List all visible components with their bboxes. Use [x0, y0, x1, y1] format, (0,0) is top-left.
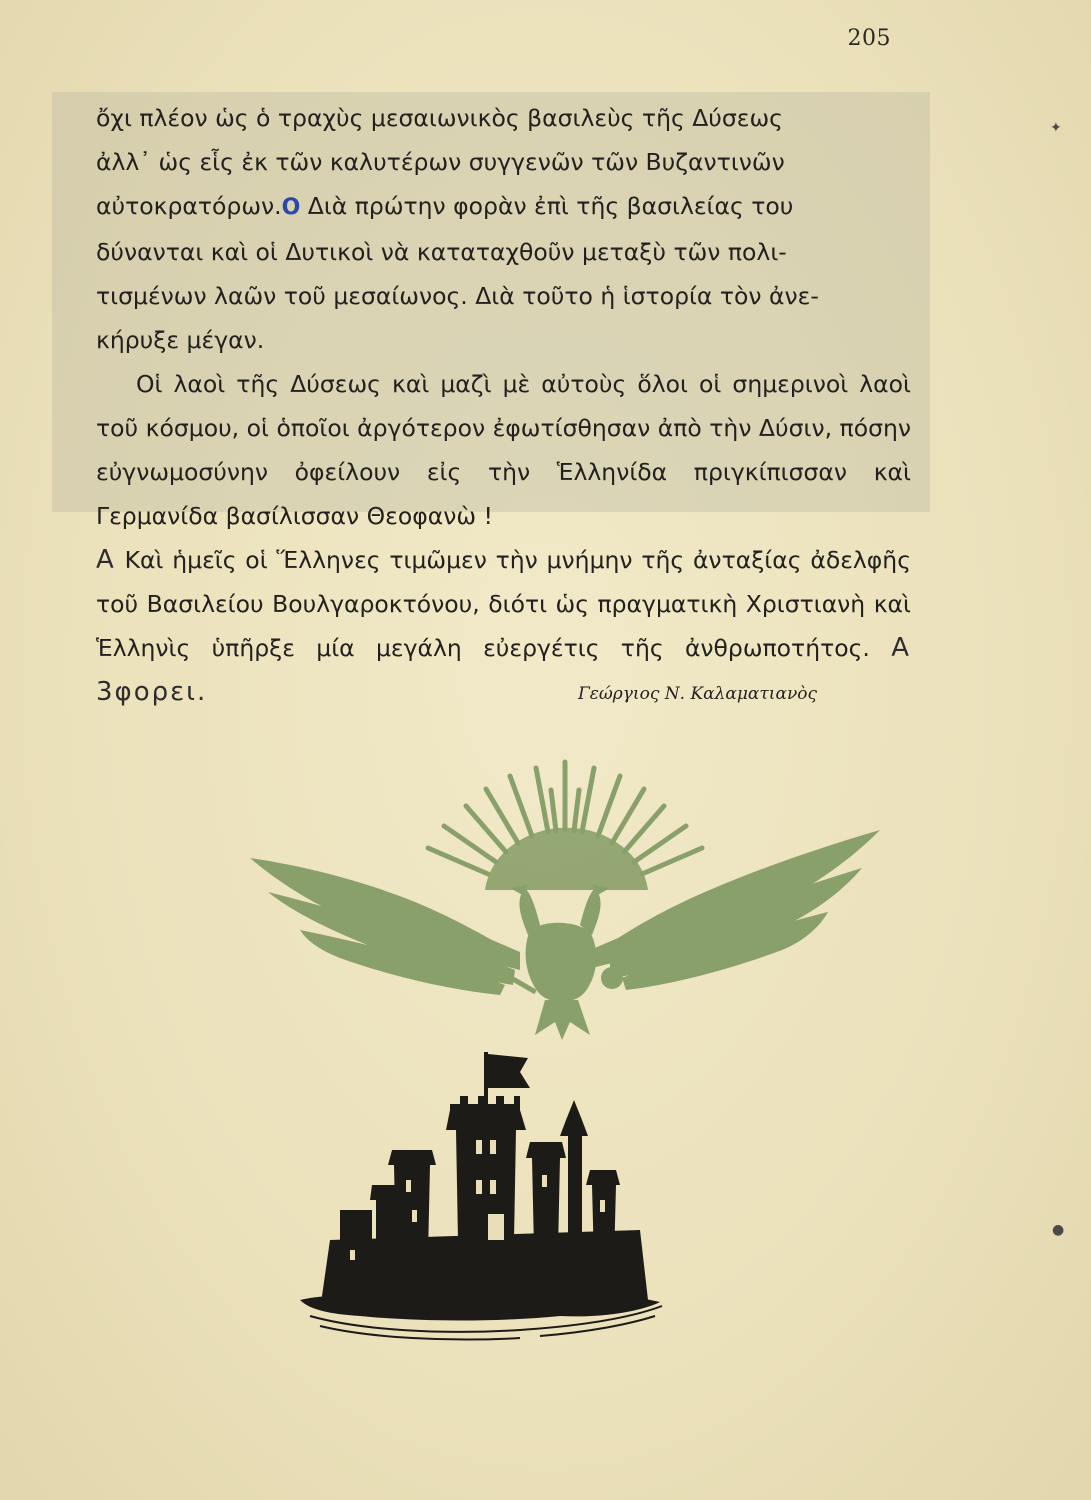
line-3b: Διὰ πρώτην φορὰν ἐπὶ τῆς βασιλείας του	[307, 192, 794, 220]
line-2: ἀλλ᾽ ὡς εἷς ἐκ τῶν καλυτέρων συγγενῶν τῶν Βυζαντινῶν	[96, 148, 785, 176]
sun-disc	[485, 828, 648, 890]
author-signature: Γεώργιος Ν. Καλαματιανὸς	[578, 684, 818, 704]
line-4: δύνανται καὶ οἱ Δυτικοὶ νὰ καταταχθοῦν μεταξὺ τῶν πολι-	[96, 238, 787, 266]
speck: ✦	[1050, 120, 1062, 136]
paragraph-2: Οἱ λαοὶ τῆς Δύσεως καὶ μαζὶ μὲ αὐτοὺς ὅλοι οἱ σημερινοὶ λαοὶ τοῦ κόσμου, οἱ ὁποῖοι ἀργότερον ἐφωτίσθησαν ἀπὸ τὴν Δύσιν, πόσην εὐγνωμοσύνην ὀφείλουν εἰς τὴν Ἑλληνίδα πριγκίπισσαν καὶ Γερμανίδα βασίλισσαν Θεοφανὼ !	[96, 370, 911, 530]
line-3a: αὐτοκρατόρων.	[96, 192, 282, 220]
line-5: τισμένων λαῶν τοῦ μεσαίωνος. Διὰ τοῦτο ἡ ἱστορία τὸν ἀνε-	[96, 282, 819, 310]
paragraph-3-text: Καὶ ἡμεῖς οἱ Ἕλληνες τιμῶμεν τὴν μνήμην τῆς ἀνταξίας ἀδελφῆς τοῦ Βασιλείου Βουλγαροκτόνου, διότι ὡς πραγματικὴ Χριστιανὴ καὶ Ἑλληνὶς ὑπῆρξε μία μεγάλη εὐεργέτις τῆς ἀνθρωποτήτος.	[96, 546, 911, 662]
blue-pen-mark: Ο	[281, 195, 301, 220]
line-6: κήρυξε μέγαν.	[96, 326, 265, 354]
speck: ●	[1052, 1222, 1065, 1238]
margin-handwritten-mark: Α	[96, 545, 116, 575]
page-number: 205	[847, 26, 891, 51]
end-handwritten-note: Α 3φορει.	[96, 633, 911, 707]
line-1: ὄχι πλέον ὡς ὁ τραχὺς μεσαιωνικὸς βασιλεὺς τῆς Δύσεως	[96, 104, 783, 132]
